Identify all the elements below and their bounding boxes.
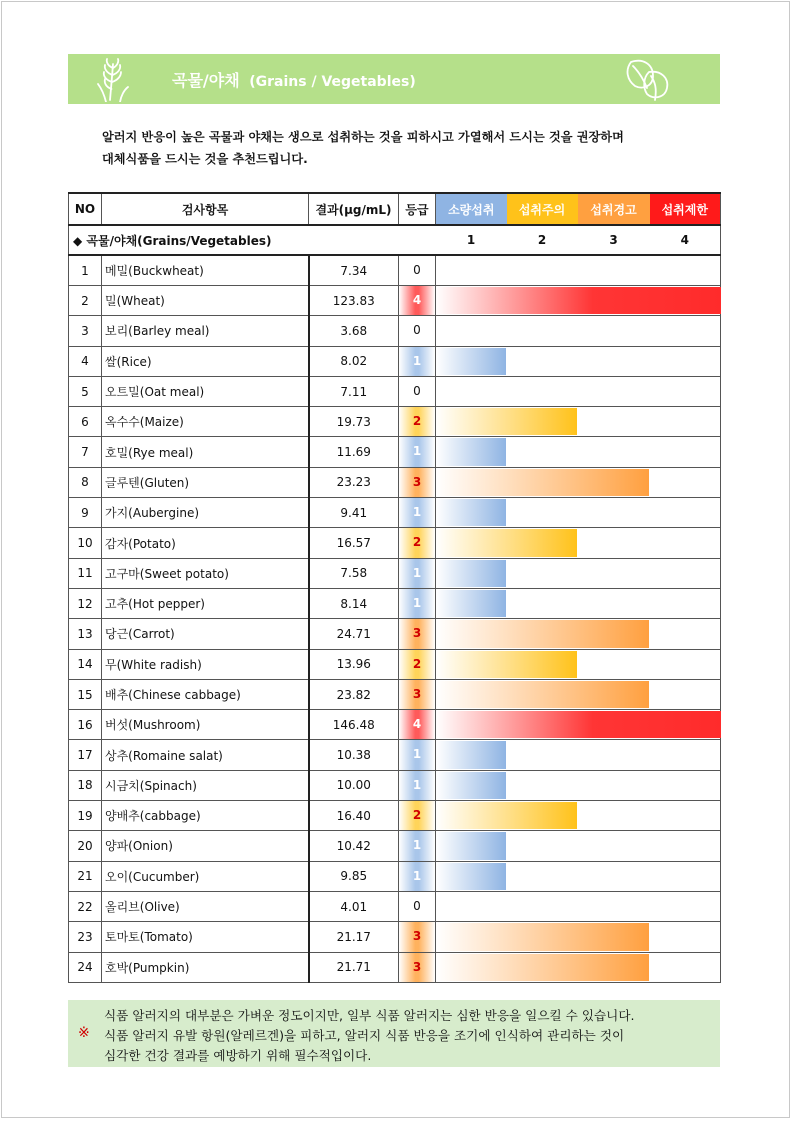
table-row: [69, 891, 721, 921]
row-no: 20: [69, 831, 102, 861]
grade-badge: 1: [399, 498, 435, 527]
row-level-bar: [436, 558, 721, 588]
row-result-value: 11.69: [309, 437, 399, 467]
row-level-bar: [436, 498, 721, 528]
row-grade: [399, 498, 436, 528]
row-level-bar: [436, 861, 721, 891]
level-bar-fill: [436, 408, 577, 435]
row-no: 6: [69, 407, 102, 437]
level-bar-fill: [436, 348, 506, 375]
row-no: 18: [69, 770, 102, 800]
table-header: [69, 193, 721, 225]
row-grade: [399, 801, 436, 831]
row-level-bar: [436, 710, 721, 740]
row-result-value: 16.57: [309, 528, 399, 558]
row-no: 15: [69, 679, 102, 709]
grade-badge: 4: [399, 710, 435, 739]
row-item-name: 시금치(Spinach): [102, 770, 309, 800]
grade-badge: 1: [399, 559, 435, 588]
row-grade: [399, 740, 436, 770]
table-row: [69, 861, 721, 891]
table-row: [69, 467, 721, 497]
row-no: 16: [69, 710, 102, 740]
notice-line-1: 식품 알러지의 대부분은 가벼운 정도이지만, 일부 식품 알러지는 심한 반응을 일으킬 수 있습니다.: [104, 1008, 635, 1023]
grade-badge: 0: [413, 383, 421, 398]
row-no: 14: [69, 649, 102, 679]
grade-badge: 2: [399, 528, 435, 557]
table-row: [69, 710, 721, 740]
row-item-name: 가지(Aubergine): [102, 498, 309, 528]
grade-badge: 0: [413, 263, 421, 277]
grade-badge: 1: [399, 771, 435, 800]
leaf-icon: [623, 56, 673, 102]
level-bar-fill: [436, 499, 506, 526]
row-level-bar: [436, 437, 721, 467]
grade-badge: 1: [399, 862, 435, 891]
table-row: [69, 498, 721, 528]
row-no: 8: [69, 467, 102, 497]
row-grade: [399, 437, 436, 467]
row-result-value: 123.83: [309, 286, 399, 316]
intro-line-2: 대체식품을 드시는 것을 추천드립니다.: [102, 152, 308, 166]
row-item-name: 메밀(Buckwheat): [102, 255, 309, 286]
row-item-name: 글루텐(Gluten): [102, 467, 309, 497]
row-level-bar: [436, 922, 721, 952]
level-num-1: 1: [436, 225, 507, 255]
row-level-bar: [436, 801, 721, 831]
level-bar-fill: [436, 469, 649, 496]
row-item-name: 배추(Chinese cabbage): [102, 679, 309, 709]
level-num-3: 3: [578, 225, 650, 255]
row-no: 9: [69, 498, 102, 528]
header-item: 검사항목: [102, 193, 309, 225]
table-row: [69, 770, 721, 800]
grade-badge: 1: [399, 589, 435, 618]
row-level-bar: [436, 831, 721, 861]
level-bar-fill: [436, 681, 649, 708]
table-row: [69, 286, 721, 316]
row-grade: [399, 831, 436, 861]
row-level-bar: [436, 952, 721, 982]
intro-line-1: 알러지 반응이 높은 곡물과 야채는 생으로 섭취하는 것을 피하시고 가열해서 드시는 것을 권장하며: [102, 130, 624, 144]
row-grade: [399, 710, 436, 740]
table-row: [69, 376, 721, 406]
row-item-name: 양파(Onion): [102, 831, 309, 861]
level-bar-fill: [436, 529, 577, 556]
table-row: [69, 558, 721, 588]
row-item-name: 상추(Romaine salat): [102, 740, 309, 770]
row-result-value: 146.48: [309, 710, 399, 740]
row-grade: [399, 558, 436, 588]
row-grade: [399, 346, 436, 376]
wheat-icon: [96, 58, 130, 102]
row-no: 10: [69, 528, 102, 558]
table-row: [69, 831, 721, 861]
row-item-name: 올리브(Olive): [102, 891, 309, 921]
level-bar-fill: [436, 287, 721, 314]
grade-badge: 1: [399, 831, 435, 860]
table-row: [69, 437, 721, 467]
table-row: [69, 922, 721, 952]
grade-badge: 3: [399, 922, 435, 951]
row-result-value: 10.38: [309, 740, 399, 770]
grade-badge: 1: [399, 437, 435, 466]
row-item-name: 고구마(Sweet potato): [102, 558, 309, 588]
table-row: [69, 346, 721, 376]
notice-box: [68, 1000, 720, 1067]
row-grade: [399, 376, 436, 406]
row-level-bar: [436, 376, 721, 406]
row-item-name: 오이(Cucumber): [102, 861, 309, 891]
row-grade: [399, 467, 436, 497]
grade-badge: 2: [399, 801, 435, 830]
row-item-name: 호박(Pumpkin): [102, 952, 309, 982]
row-item-name: 보리(Barley meal): [102, 316, 309, 346]
row-level-bar: [436, 740, 721, 770]
table-row: [69, 740, 721, 770]
row-result-value: 4.01: [309, 891, 399, 921]
level-bar-fill: [436, 620, 649, 647]
row-grade: [399, 891, 436, 921]
row-item-name: 옥수수(Maize): [102, 407, 309, 437]
table-row: [69, 801, 721, 831]
row-result-value: 8.02: [309, 346, 399, 376]
row-no: 5: [69, 376, 102, 406]
row-grade: [399, 922, 436, 952]
table-row: [69, 255, 721, 286]
row-item-name: 당근(Carrot): [102, 619, 309, 649]
row-grade: [399, 649, 436, 679]
row-item-name: 토마토(Tomato): [102, 922, 309, 952]
row-grade: [399, 679, 436, 709]
row-grade: [399, 588, 436, 618]
row-item-name: 쌀(Rice): [102, 346, 309, 376]
row-no: 23: [69, 922, 102, 952]
grade-badge: 0: [413, 898, 421, 913]
row-result-value: 21.71: [309, 952, 399, 982]
row-item-name: 밀(Wheat): [102, 286, 309, 316]
row-level-bar: [436, 770, 721, 800]
grade-badge: 2: [399, 407, 435, 436]
row-item-name: 오트밀(Oat meal): [102, 376, 309, 406]
header-result: 결과(μg/mL): [309, 193, 399, 225]
row-level-bar: [436, 316, 721, 346]
level-bar-fill: [436, 711, 721, 738]
level-bar-fill: [436, 954, 649, 981]
row-result-value: 10.00: [309, 770, 399, 800]
row-result-value: 23.82: [309, 679, 399, 709]
row-result-value: 7.11: [309, 376, 399, 406]
grade-badge: 1: [399, 740, 435, 769]
notice-line-2: 식품 알러지 유발 항원(알레르겐)을 피하고, 알러지 식품 반응을 조기에 인식하여 관리하는 것이: [104, 1028, 625, 1043]
row-level-bar: [436, 649, 721, 679]
row-item-name: 양배추(cabbage): [102, 801, 309, 831]
row-grade: [399, 286, 436, 316]
row-no: 11: [69, 558, 102, 588]
row-item-name: 호밀(Rye meal): [102, 437, 309, 467]
row-level-bar: [436, 679, 721, 709]
grade-badge: 0: [413, 323, 421, 338]
header-level-2: 섭취주의: [507, 193, 578, 225]
row-result-value: 8.14: [309, 588, 399, 618]
row-result-value: 13.96: [309, 649, 399, 679]
level-bar-fill: [436, 560, 506, 587]
table-row: [69, 679, 721, 709]
grade-badge: 3: [399, 619, 435, 648]
level-bar-fill: [436, 438, 506, 465]
row-item-name: 버섯(Mushroom): [102, 710, 309, 740]
row-level-bar: [436, 467, 721, 497]
header-level-1: 소량섭취: [436, 193, 507, 225]
header-level-3: 섭취경고: [578, 193, 650, 225]
level-bar-fill: [436, 772, 506, 799]
row-level-bar: [436, 891, 721, 921]
grade-badge: 3: [399, 468, 435, 497]
row-grade: [399, 770, 436, 800]
level-bar-fill: [436, 651, 577, 678]
row-grade: [399, 255, 436, 286]
section-banner: [68, 54, 720, 104]
table-row: [69, 407, 721, 437]
row-no: 24: [69, 952, 102, 982]
category-row: [69, 225, 721, 255]
row-result-value: 9.41: [309, 498, 399, 528]
row-level-bar: [436, 407, 721, 437]
grade-badge: 1: [399, 347, 435, 376]
header-grade: 등급: [399, 193, 436, 225]
row-grade: [399, 952, 436, 982]
row-result-value: 21.17: [309, 922, 399, 952]
row-result-value: 24.71: [309, 619, 399, 649]
row-item-name: 감자(Potato): [102, 528, 309, 558]
row-result-value: 16.40: [309, 801, 399, 831]
row-no: 13: [69, 619, 102, 649]
row-no: 4: [69, 346, 102, 376]
level-bar-fill: [436, 590, 506, 617]
row-result-value: 10.42: [309, 831, 399, 861]
table-row: [69, 316, 721, 346]
row-result-value: 9.85: [309, 861, 399, 891]
row-level-bar: [436, 528, 721, 558]
intro-text: [102, 126, 722, 170]
level-bar-fill: [436, 863, 506, 890]
level-num-2: 2: [507, 225, 578, 255]
notice-mark: ※: [78, 1025, 90, 1041]
row-grade: [399, 528, 436, 558]
header-no: NO: [69, 193, 102, 225]
category-label: ◆ 곡물/야채(Grains/Vegetables): [69, 225, 436, 255]
table-row: [69, 588, 721, 618]
row-no: 19: [69, 801, 102, 831]
level-bar-fill: [436, 802, 577, 829]
row-item-name: 고추(Hot pepper): [102, 588, 309, 618]
level-bar-fill: [436, 832, 506, 859]
row-no: 17: [69, 740, 102, 770]
level-num-4: 4: [650, 225, 721, 255]
grade-badge: 4: [399, 286, 435, 315]
row-grade: [399, 316, 436, 346]
row-level-bar: [436, 255, 721, 286]
row-grade: [399, 619, 436, 649]
grade-badge: 3: [399, 953, 435, 982]
row-result-value: 7.58: [309, 558, 399, 588]
row-result-value: 19.73: [309, 407, 399, 437]
level-bar-fill: [436, 741, 506, 768]
grade-badge: 3: [399, 680, 435, 709]
row-result-value: 3.68: [309, 316, 399, 346]
row-grade: [399, 407, 436, 437]
row-level-bar: [436, 619, 721, 649]
row-no: 1: [69, 255, 102, 286]
grade-badge: 2: [399, 650, 435, 679]
row-level-bar: [436, 588, 721, 618]
row-result-value: 23.23: [309, 467, 399, 497]
section-title-en: (Grains / Vegetables): [249, 74, 416, 90]
table-row: [69, 619, 721, 649]
row-item-name: 무(White radish): [102, 649, 309, 679]
level-bar-fill: [436, 923, 649, 950]
row-no: 3: [69, 316, 102, 346]
row-no: 12: [69, 588, 102, 618]
table-row: [69, 952, 721, 982]
table-row: [69, 528, 721, 558]
row-no: 2: [69, 286, 102, 316]
row-no: 21: [69, 861, 102, 891]
row-result-value: 7.34: [309, 255, 399, 286]
table-row: [69, 649, 721, 679]
row-no: 7: [69, 437, 102, 467]
allergy-table: [68, 192, 721, 983]
section-title-ko: 곡물/야채: [172, 71, 240, 90]
row-grade: [399, 861, 436, 891]
header-level-4: 섭취제한: [650, 193, 721, 225]
row-level-bar: [436, 346, 721, 376]
notice-line-3: 심각한 건강 결과를 예방하기 위해 필수적입이다.: [104, 1048, 372, 1063]
section-title: [172, 68, 416, 91]
row-level-bar: [436, 286, 721, 316]
row-no: 22: [69, 891, 102, 921]
